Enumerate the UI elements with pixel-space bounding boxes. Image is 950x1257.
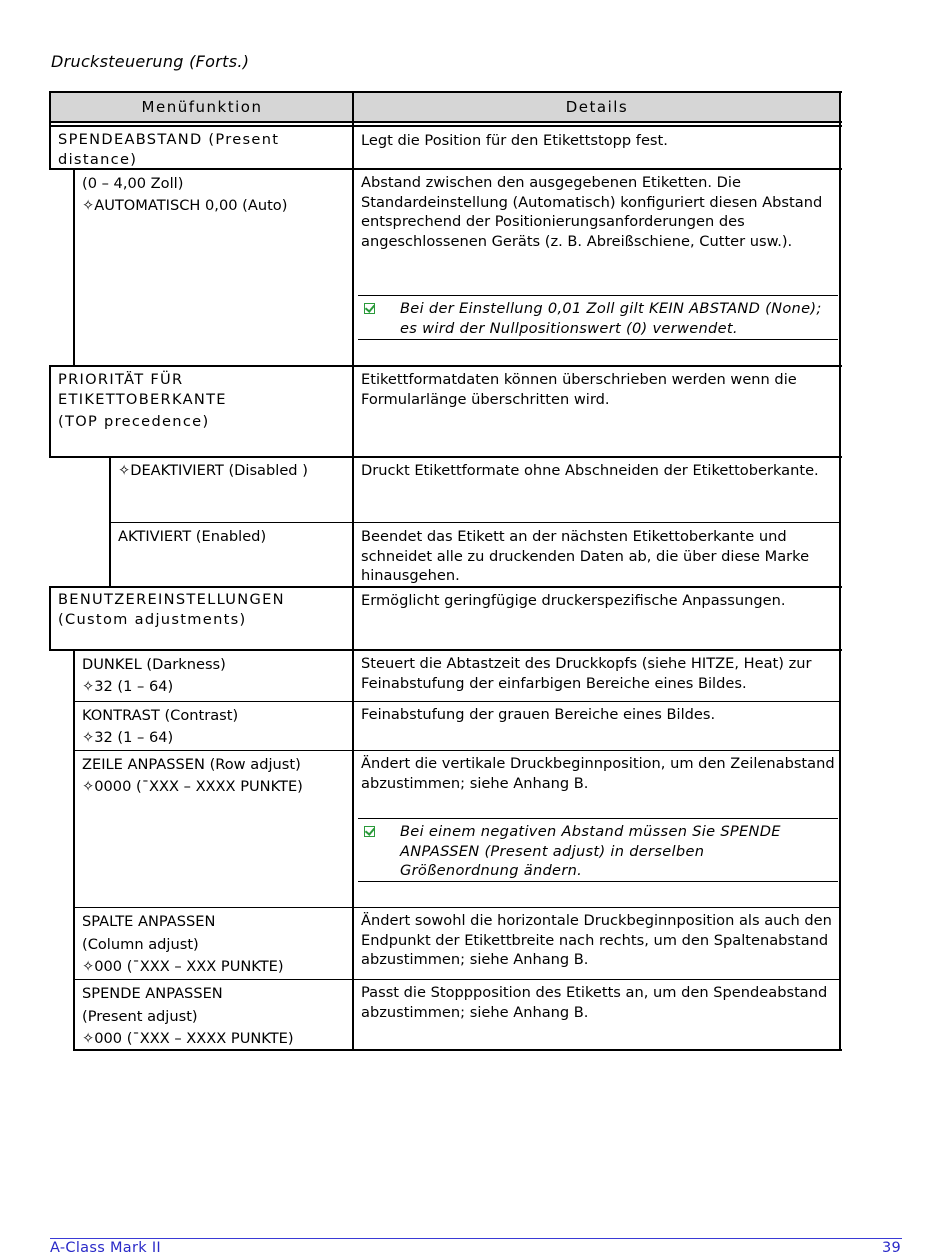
- table-row-menu: DUNKEL (Darkness) ✧32 (1 – 64): [82, 656, 226, 695]
- table-row-details: Abstand zwischen den ausgegebenen Etiketten. Die Standardeinstellung (Automatisch) konfiguriert diesen Abstand entsprechend der Positionierungsanforderungen des angeschlossenen Geräts (z. B. Abreißschiene, Cutter usw.).: [361, 174, 823, 250]
- table-row-details: Ändert die vertikale Druckbeginnposition, um den Zeilenabstand abzustimmen; siehe Anhang B.: [361, 755, 835, 792]
- table-row-details: Legt die Position für den Etikettstopp fest.: [361, 132, 668, 149]
- table-row-details: Druckt Etikettformate ohne Abschneiden der Etikettoberkante.: [361, 462, 819, 479]
- page-number: 39: [881, 1240, 901, 1256]
- table-row-details: Ermöglicht geringfügige druckerspezifische Anpassungen.: [361, 592, 786, 609]
- checkbox-note-icon: [364, 826, 375, 837]
- table-row-details: Etikettformatdaten können überschrieben werden wenn die Formularlänge überschritten wird.: [361, 371, 797, 408]
- table-row-menu: KONTRAST (Contrast) ✧32 (1 – 64): [82, 707, 239, 746]
- table-row-details: Beendet das Etikett an der nächsten Etikettoberkante und schneidet alle zu druckenden Daten ab, die über diese Marke hinausgehen.: [361, 528, 810, 584]
- checkbox-note-icon: [364, 303, 375, 314]
- column-header-menu: Menüfunktion: [141, 98, 263, 116]
- table-row-menu: (0 – 4,00 Zoll) ✧AUTOMATISCH 0,00 (Auto): [82, 175, 288, 214]
- footer-rule: [50, 1238, 902, 1239]
- column-header-details: Details: [565, 98, 629, 116]
- table-row-menu: SPENDE ANPASSEN (Present adjust) ✧000 (¯XXX – XXXX PUNKTE): [82, 985, 294, 1047]
- table-row-menu: ✧DEAKTIVIERT (Disabled ): [118, 462, 308, 479]
- table-row-menu: SPALTE ANPASSEN (Column adjust) ✧000 (¯XXX – XXX PUNKTE): [82, 913, 284, 975]
- table-row-details: Ändert sowohl die horizontale Druckbeginnposition als auch den Endpunkt der Etikettbreite nach rechts, um den Spaltenabstand abzustimmen; siehe Anhang B.: [361, 912, 832, 968]
- table-row-menu: SPENDEABSTAND (Present distance): [58, 131, 280, 168]
- table-row-menu: AKTIVIERT (Enabled): [118, 528, 267, 545]
- table-row-details: Feinabstufung der grauen Bereiche eines Bildes.: [361, 706, 716, 723]
- table-row-details: Steuert die Abtastzeit des Druckkopfs (siehe HITZE, Heat) zur Feinabstufung der einfarbigen Bereiche eines Bildes.: [361, 655, 812, 692]
- footer-title: A-Class Mark II: [50, 1240, 162, 1256]
- table-row-details: Passt die Stoppposition des Etiketts an, um den Spendeabstand abzustimmen; siehe Anhang B.: [361, 984, 828, 1021]
- settings-table: Menüfunktion Details SPENDEABSTAND (Present distance) Legt die Position für den Etikettstopp fest. (0 – 4,00 Zoll) ✧AUTOMATISCH 0,00 (Auto) Abstand zwischen den ausgegebenen Etiketten. Die Standardeinstellung (Automatisch) konfiguriert diesen Abstand entsprechend der Positionierungsanforderungen des angeschlossenen Geräts (z. B. Abreißschiene, Cutter usw.). Bei der Einstellung 0,01 Zoll gilt KEIN ABSTAND (None); es wird der Nullpositionswert (0) verwendet. PRIORITÄT FÜR ETIKETTOBERKANTE (TOP precedence) Etikettformatdaten können überschrieben werden wenn die Formularlänge überschritten wird. ✧DEAKTIVIERT (Disabled ) Druckt Etikettformate ohne Abschneiden der Etikettoberkante. AKTIVIERT (Enabled) Beendet das Etikett an der nächsten Etikettoberkante und schneidet alle zu druckenden Daten ab, die über diese Marke hinausgehen. BENUTZEREINSTELLUNGEN (Custom adjustments) Ermöglicht geringfügige druckerspezifische Anpassungen. DUNKEL (Darkness) ✧32 (1 – 64) Steuert die Abtastzeit des Druckkopfs (siehe HITZE, Heat) zur Feinabstufung der einfarbigen Bereiche eines Bildes. KONTRAST (Contrast) ✧32 (1 – 64) Feinabstufung der grauen Bereiche eines Bildes. ZEILE ANPASSEN (Row adjust) ✧0000 (¯XXX – XXXX PUNKTE) Ändert die vertikale Druckbeginnposition, um den Zeilenabstand abzustimmen; siehe Anhang B. Bei einem negativen Abstand müssen Sie SPENDE ANPASSEN (Present adjust) in derselben Größenordnung ändern. SPALTE ANPASSEN (Column adjust) ✧000 (¯XXX – XXX PUNKTE) Ändert sowohl die horizontale Druckbeginnposition als auch den Endpunkt der Etikettbreite nach rechts, um den Spaltenabstand abzustimmen; siehe Anhang B. SPENDE ANPASSEN (Present adjust) ✧000 (¯XXX – XXXX PUNKTE) Passt die Stoppposition des Etiketts an, um den Spendeabstand abzustimmen; siehe Anhang B.: [0, 0, 950, 1257]
- table-row-menu: ZEILE ANPASSEN (Row adjust) ✧0000 (¯XXX – XXXX PUNKTE): [82, 756, 303, 795]
- table-row-menu: BENUTZEREINSTELLUNGEN (Custom adjustments): [58, 591, 285, 628]
- table-row-menu: PRIORITÄT FÜR ETIKETTOBERKANTE (TOP precedence): [58, 371, 227, 430]
- page-heading: Drucksteuerung (Forts.): [51, 52, 250, 71]
